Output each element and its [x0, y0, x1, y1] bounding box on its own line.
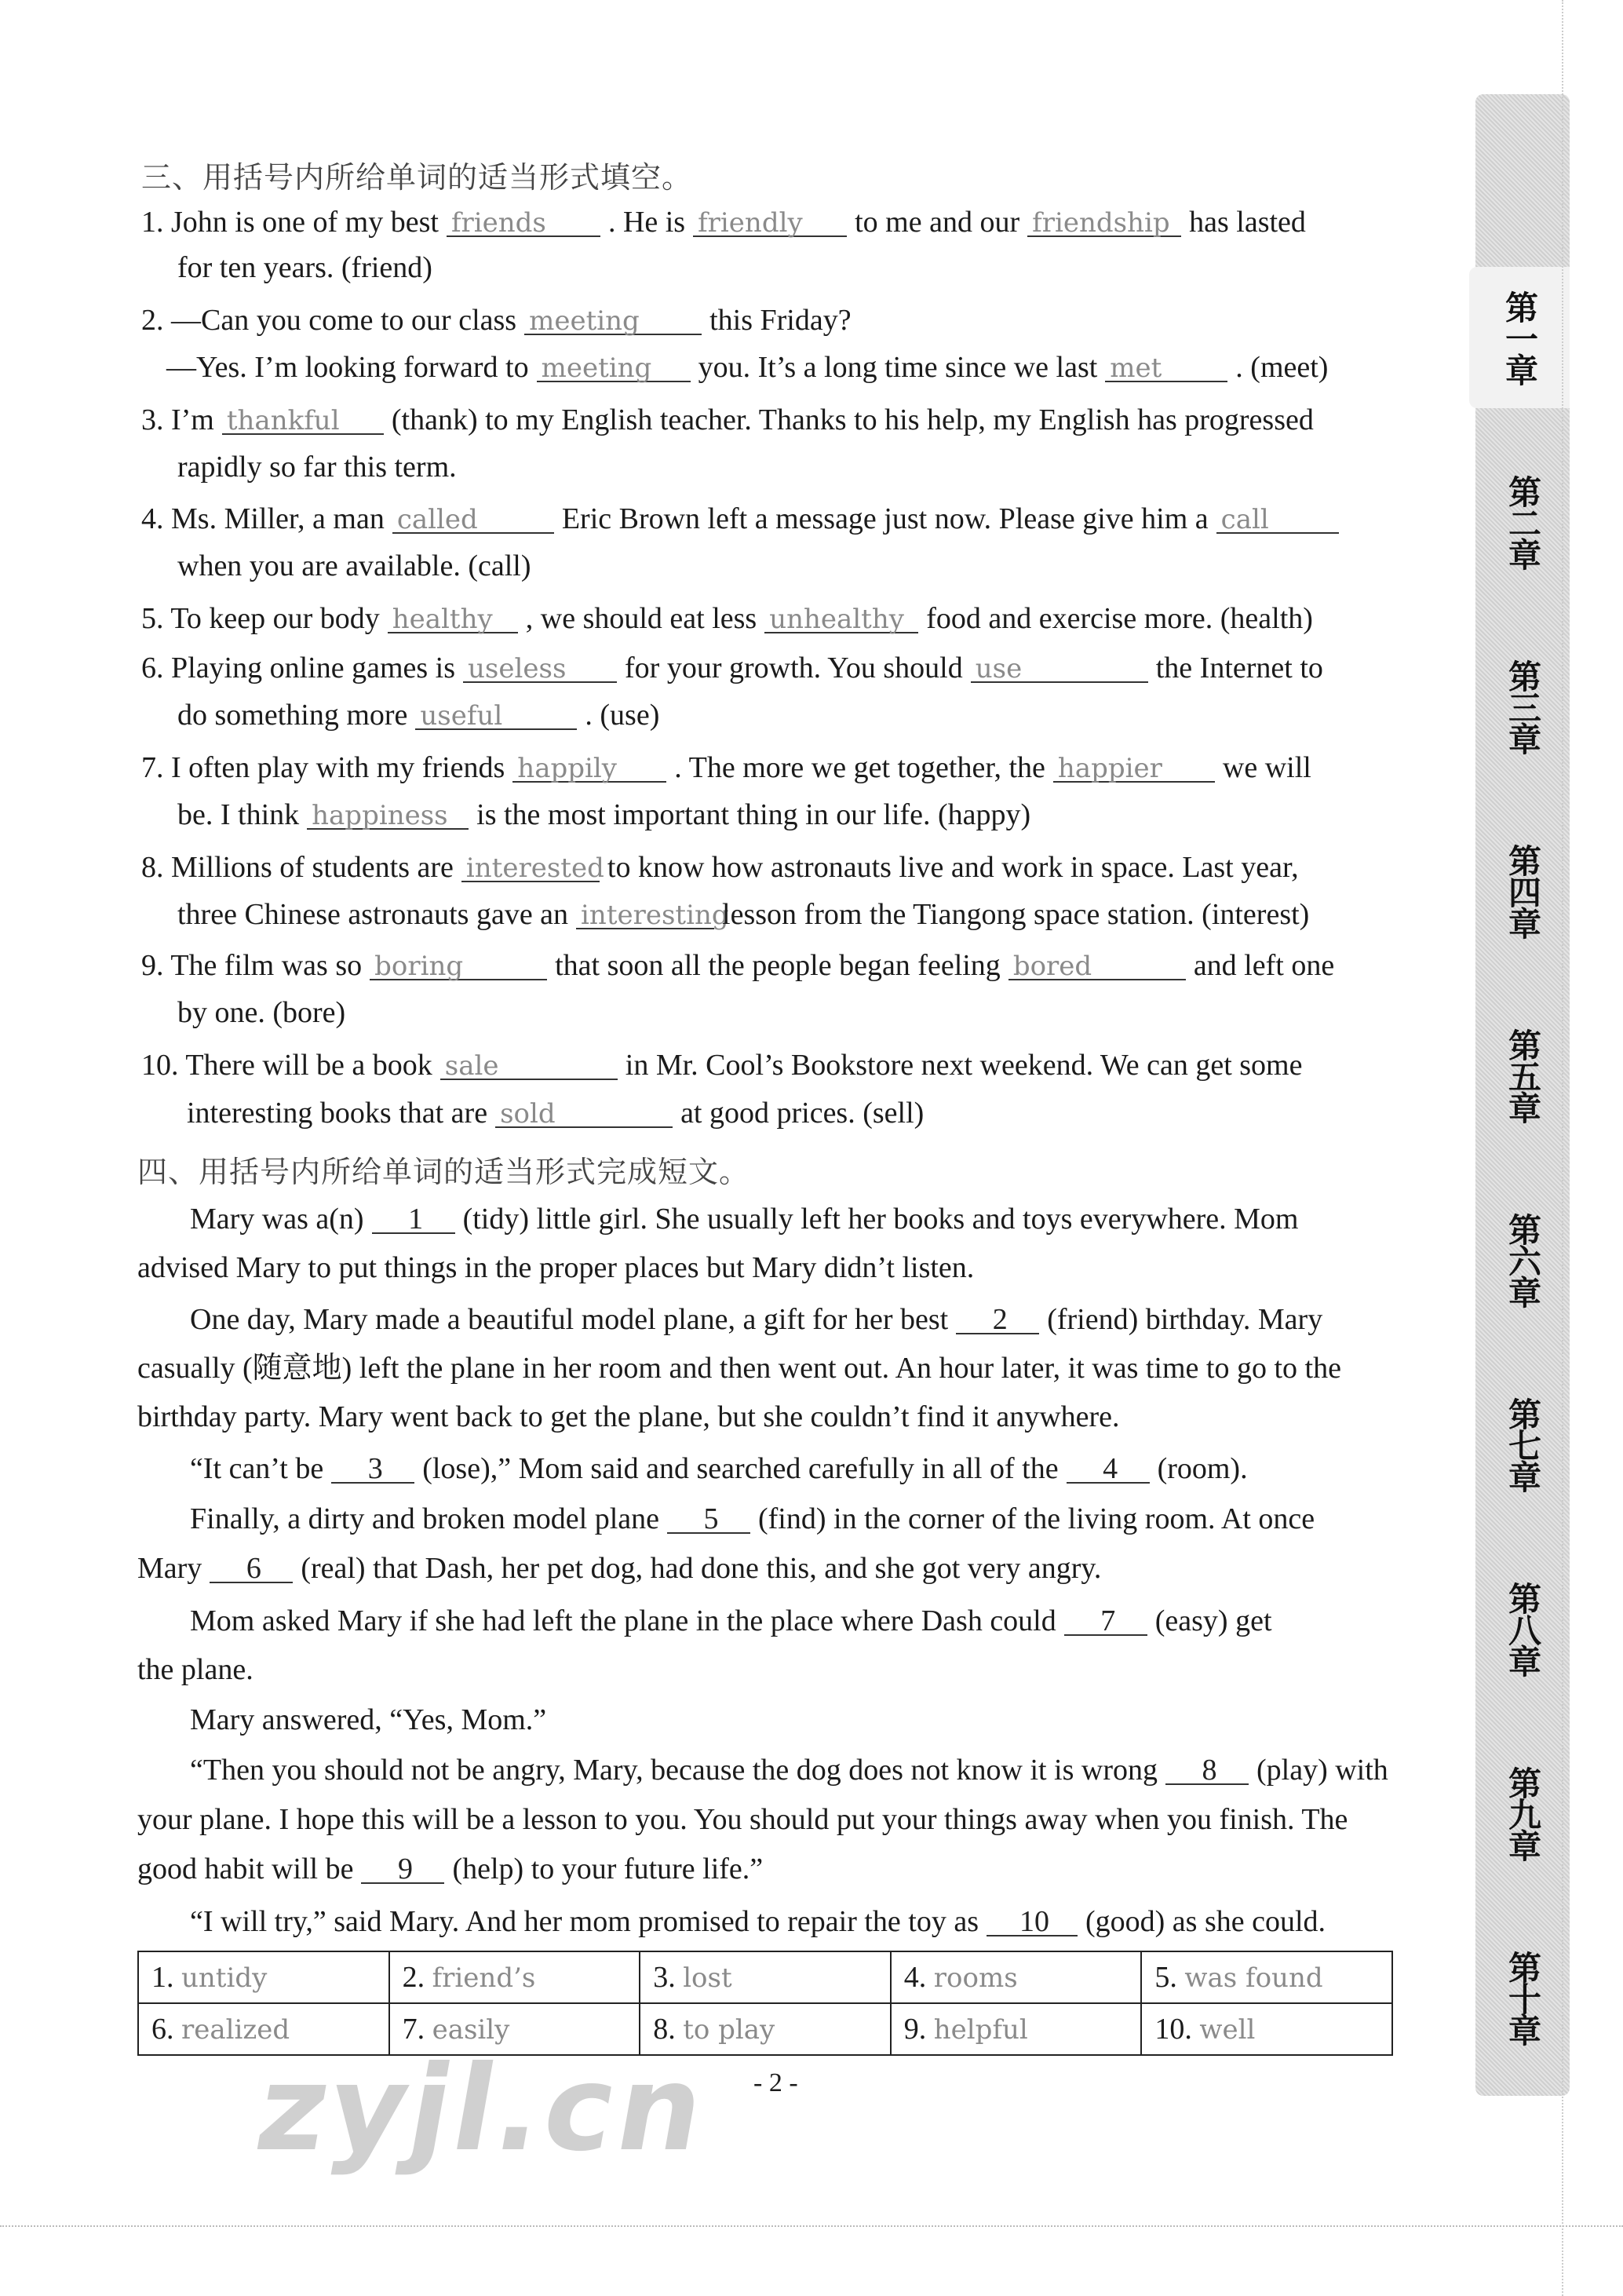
q3-line1: 3. I’m thankful (thank) to my English teacher. Thanks to his help, my English has progressed [141, 403, 1314, 436]
page-number: - 2 - [753, 2068, 798, 2097]
scan-edge-bottom [0, 2225, 1623, 2228]
tab-chapter-8[interactable]: 第八章 [1504, 1582, 1542, 1676]
table-cell: 7. easily [389, 2003, 640, 2055]
q2-line1: 2. —Can you come to our class meeting this Friday? [141, 304, 852, 337]
passage-blank: 2 [956, 1301, 1039, 1334]
tab-chapter-6[interactable]: 第六章 [1504, 1213, 1542, 1307]
q5-line1: 5. To keep our body healthy , we should eat less unhealthy food and exercise more. (health) [141, 602, 1313, 635]
answer-blank: meeting [537, 349, 691, 382]
passage-line: “I will try,” said Mary. And her mom promised to repair the toy as 10 (good) as she could. [190, 1905, 1326, 1938]
answer-blank: sale [440, 1047, 618, 1080]
passage-line: good habit will be 9 (help) to your future life.” [137, 1852, 764, 1885]
passage-blank: 6 [210, 1550, 293, 1583]
passage-line: “Then you should not be angry, Mary, because the dog does not know it is wrong 8 (play) with [190, 1754, 1388, 1787]
answer-blank: unhealthy [764, 600, 918, 633]
answer-blank: thankful [222, 402, 384, 435]
answer-blank: call [1216, 501, 1339, 534]
passage-line: One day, Mary made a beautiful model plane, a gift for her best 2 (friend) birthday. Mary [190, 1303, 1323, 1336]
tab-chapter-9[interactable]: 第九章 [1504, 1766, 1542, 1860]
section4-heading: 四、用括号内所给单词的适当形式完成短文。 [137, 1156, 750, 1189]
scan-edge-right [1562, 0, 1564, 2296]
table-cell: 9. helpful [891, 2003, 1142, 2055]
q9-line1: 9. The film was so boring that soon all the people began feeling bored and left one [141, 949, 1335, 982]
tab-chapter-2[interactable]: 第二章 [1504, 475, 1542, 569]
chapter-tabs [1475, 94, 1570, 2096]
tab-chapter-5[interactable]: 第五章 [1504, 1028, 1542, 1122]
answer-blank: met [1105, 349, 1227, 382]
passage-line: Mary was a(n) 1 (tidy) little girl. She usually left her books and toys everywhere. Mom [190, 1203, 1299, 1236]
tab-chapter-7[interactable]: 第七章 [1504, 1397, 1542, 1491]
answer-blank: boring [370, 947, 547, 980]
q9-line2: by one. (bore) [177, 996, 346, 1029]
passage-blank: 7 [1064, 1603, 1147, 1636]
passage-line: your plane. I hope this will be a lesson to you. You should put your things away when you finish. The [137, 1803, 1348, 1836]
answer-blank: use [971, 650, 1148, 683]
answer-blank: happiness [307, 797, 469, 830]
table-cell: 3. lost [640, 1951, 891, 2003]
q6-line1: 6. Playing online games is useless for your growth. You should use the Internet to [141, 652, 1323, 684]
answer-blank: useless [463, 650, 617, 683]
tab-chapter-10[interactable]: 第十章 [1504, 1951, 1542, 2045]
q10-line1: 10. There will be a book sale in Mr. Cool’s Bookstore next weekend. We can get some [141, 1049, 1303, 1082]
answer-blank: interested [461, 849, 600, 882]
tab-chapter-4[interactable]: 第四章 [1504, 844, 1542, 938]
q2-line2: —Yes. I’m looking forward to meeting you. It’s a long time since we last met . (meet) [166, 351, 1329, 384]
passage-blank: 9 [361, 1851, 444, 1884]
answer-table [137, 1951, 1393, 2056]
answer-blank: healthy [388, 600, 518, 633]
passage-line: “It can’t be 3 (lose),” Mom said and searched carefully in all of the 4 (room). [190, 1452, 1248, 1485]
table-cell: 1. untidy [138, 1951, 389, 2003]
passage-blank: 8 [1165, 1752, 1249, 1785]
q4-line2: when you are available. (call) [177, 549, 531, 582]
answer-blank: meeting [524, 302, 702, 335]
answer-blank: friends [447, 204, 600, 237]
passage-line: Mary answered, “Yes, Mom.” [190, 1703, 547, 1736]
passage-blank: 3 [331, 1451, 414, 1484]
table-cell: 4. rooms [891, 1951, 1142, 2003]
answer-blank: happier [1053, 750, 1215, 783]
answer-blank: useful [415, 697, 577, 730]
table-row [138, 1951, 1392, 2003]
tab-chapter-1[interactable]: 第一章 [1469, 267, 1570, 408]
answer-blank: called [392, 501, 554, 534]
q1-line2: for ten years. (friend) [177, 251, 432, 284]
passage-blank: 10 [987, 1904, 1078, 1936]
answer-blank: happily [512, 750, 666, 783]
q6-line2: do something more useful . (use) [177, 699, 660, 732]
answer-blank: bored [1008, 947, 1186, 980]
passage-line: the plane. [137, 1653, 253, 1686]
table-cell: 2. friend’s [389, 1951, 640, 2003]
q1-line1: 1. John is one of my best friends . He is friendly to me and our friendship has lasted [141, 206, 1306, 239]
q7-line1: 7. I often play with my friends happily . The more we get together, the happier we will [141, 751, 1311, 784]
q8-line1: 8. Millions of students are interested to know how astronauts live and work in space. Last year, [141, 851, 1299, 884]
table-cell: 6. realized [138, 2003, 389, 2055]
table-cell: 10. well [1141, 2003, 1392, 2055]
q4-line1: 4. Ms. Miller, a man called Eric Brown left a message just now. Please give him a call [141, 501, 1347, 537]
passage-line: Mom asked Mary if she had left the plane in the place where Dash could 7 (easy) get [190, 1604, 1272, 1637]
passage-blank: 4 [1067, 1451, 1150, 1484]
passage-line: casually (随意地) left the plane in her room and then went out. An hour later, it was time to go to the [137, 1352, 1341, 1385]
passage-line: Finally, a dirty and broken model plane 5 (find) in the corner of the living room. At once [190, 1502, 1315, 1535]
answer-blank: friendly [693, 204, 847, 237]
answer-blank: sold [495, 1095, 673, 1128]
table-cell: 5. was found [1141, 1951, 1392, 2003]
watermark: zyjl.cn [246, 2041, 717, 2177]
passage-blank: 5 [667, 1501, 750, 1534]
section3-heading: 三、用括号内所给单词的适当形式填空。 [141, 162, 693, 195]
passage-line: Mary 6 (real) that Dash, her pet dog, had done this, and she got very angry. [137, 1552, 1102, 1585]
passage-blank: 1 [372, 1201, 455, 1234]
passage-line: advised Mary to put things in the proper places but Mary didn’t listen. [137, 1251, 975, 1284]
q3-line2: rapidly so far this term. [177, 451, 457, 484]
passage-line: birthday party. Mary went back to get the plane, but she couldn’t find it anywhere. [137, 1400, 1120, 1433]
tab-chapter-3[interactable]: 第三章 [1504, 659, 1542, 754]
answer-blank: interesting [576, 896, 714, 929]
q7-line2: be. I think happiness is the most important thing in our life. (happy) [177, 798, 1031, 831]
q10-line2: interesting books that are sold at good prices. (sell) [187, 1097, 925, 1130]
q8-line2: three Chinese astronauts gave an interestinglesson from the Tiangong space station. (interest) [177, 898, 1310, 931]
answer-blank: friendship [1027, 204, 1181, 237]
table-cell: 8. to play [640, 2003, 891, 2055]
